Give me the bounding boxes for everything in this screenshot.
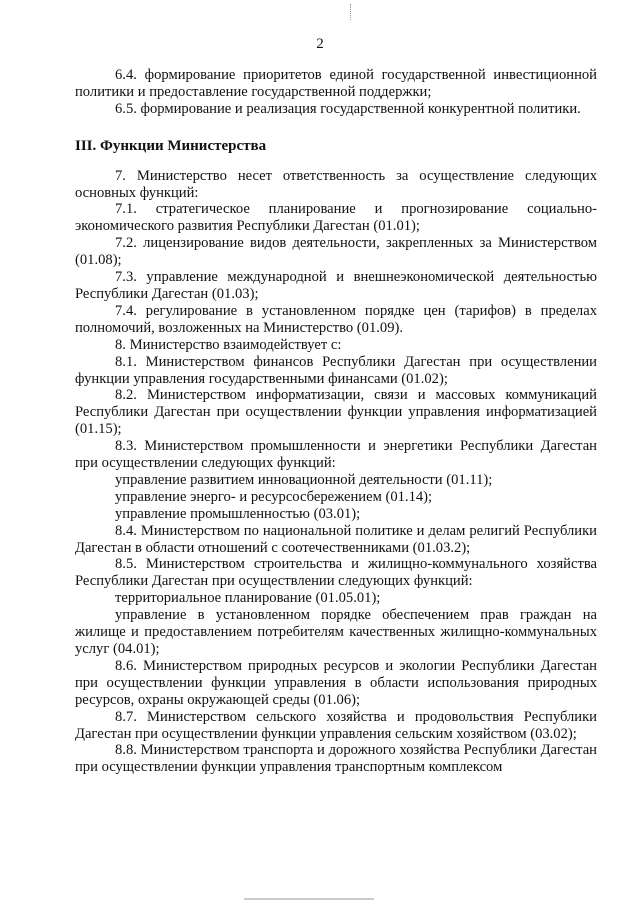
paragraph-7-3: 7.3. управление международной и внешнеэкономической деятельностью Республики Дагестан (01.03); (75, 269, 597, 302)
paragraph-8-5: 8.5. Министерством строительства и жилищно-коммунального хозяйства Республики Дагестан при осуществлении следующих функций: (75, 556, 597, 590)
document-body (75, 67, 597, 776)
list-item-industry: управление промышленностью (03.01); (115, 505, 361, 522)
paragraph-8: 8. Министерство взаимодействует с: (115, 336, 342, 353)
list-item-territorial: территориальное планирование (01.05.01); (115, 590, 381, 607)
paragraph-7-4: 7.4. регулирование в установленном порядке цен (тарифов) в пределах полномочий, возложенных на Министерство (01.09). (75, 302, 597, 336)
paragraph-7-2: 7.2. лицензирование видов деятельности, закрепленных за Министерством (01.08); (75, 235, 597, 269)
paragraph-8-8: 8.8. Министерством транспорта и дорожного хозяйства Республики Дагестан при осуществлении функции управления транспортным комплексом (75, 742, 597, 776)
paragraph-7-1: 7.1. стратегическое планирование и прогнозирование социально-экономического развития Республики Дагестан (01.01); (75, 201, 597, 235)
paragraph-7: 7. Министерство несет ответственность за осуществление следующих основных функций: (75, 167, 597, 201)
paragraph-6-4: 6.4. формирование приоритетов единой государственной инвестиционной политики и предоставление государственной поддержки; (75, 67, 597, 100)
list-item-innovation: управление развитием инновационной деятельности (01.11); (115, 471, 493, 488)
paragraph-8-7: 8.7. Министерством сельского хозяйства и продовольствия Республики Дагестан при осуществлении функции управления сельским хозяйством (03.02); (75, 708, 597, 742)
paragraph-8-2: 8.2. Министерством информатизации, связи и массовых коммуникаций Республики Дагестан при осуществлении функции управления информатизацией (01.15); (75, 387, 597, 438)
paragraph-8-1: 8.1. Министерством финансов Республики Дагестан при осуществлении функции управления государственными финансами (01.02); (75, 353, 597, 387)
list-item-energy: управление энерго- и ресурсосбережением (01.14); (115, 488, 433, 505)
paragraph-8-4: 8.4. Министерством по национальной политике и делам религий Республики Дагестан в области отношений с соотечественниками (01.03.2); (75, 522, 597, 556)
paragraph-8-3: 8.3. Министерством промышленности и энергетики Республики Дагестан при осуществлении следующих функций: (75, 438, 597, 472)
section-heading: III. Функции Министерства (75, 137, 267, 154)
paragraph-8-6: 8.6. Министерством природных ресурсов и экологии Республики Дагестан при осуществлении функции управления в области использования природных ресурсов, охраны окружающей среды (01.06); (75, 657, 597, 708)
scan-artifact-bottom (244, 898, 374, 900)
list-item-housing: управление в установленном порядке обеспечением прав граждан на жилище и предоставлением потребителям качественных жилищно-коммунальных услуг (04.01); (75, 607, 597, 657)
scan-artifact (350, 4, 352, 20)
page-number: 2 (316, 36, 324, 52)
paragraph-6-5: 6.5. формирование и реализация государственной конкурентной политики. (115, 100, 581, 117)
